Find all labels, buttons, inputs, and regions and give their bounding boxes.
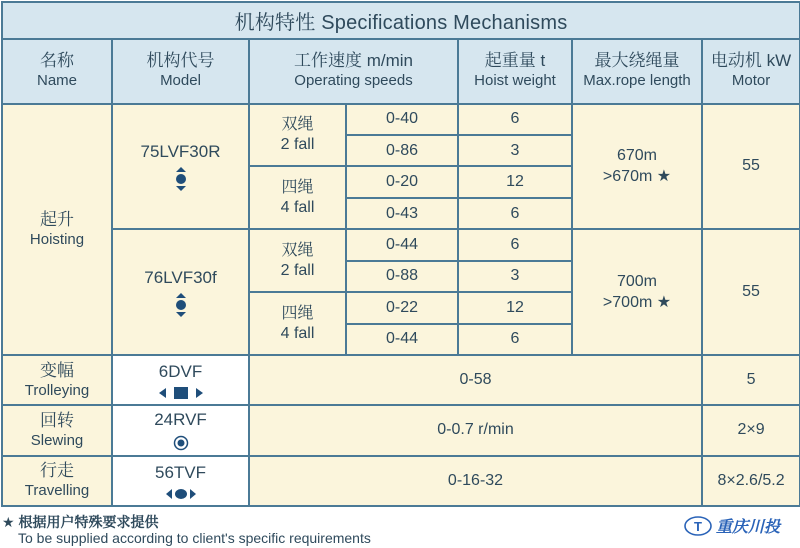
logo-mark-icon — [683, 515, 713, 537]
header-rope-en: Max.rope length — [583, 72, 691, 90]
header-model — [112, 39, 249, 104]
slewing-name-en: Slewing — [30, 431, 84, 449]
weight-value: 3 — [458, 261, 572, 292]
motor-value: 55 — [702, 104, 800, 230]
company-logo — [683, 514, 780, 537]
weight-value: 12 — [458, 166, 572, 197]
model-cell-24rvf — [112, 405, 249, 455]
header-speed-en: Operating speeds — [294, 72, 413, 90]
logo-text: 重庆川投 — [715, 519, 780, 536]
travelling-name-zh: 行走 — [40, 461, 74, 481]
header-name-en: Name — [36, 72, 77, 90]
logo-mark-letter: T — [694, 518, 702, 534]
header-name-zh: 名称 — [40, 51, 74, 71]
slewing-motor: 2×9 — [702, 405, 800, 455]
mechanism-hoisting — [2, 104, 112, 355]
motor-value: 55 — [702, 229, 800, 355]
hoist-up-down-icon — [173, 293, 189, 317]
trolley-left-right-icon — [159, 387, 203, 399]
rope-cell — [572, 229, 702, 355]
hoist-up-down-icon — [173, 167, 189, 191]
fall-zh: 四绳 — [281, 304, 314, 322]
weight-value: 6 — [458, 324, 572, 355]
trolleying-speed: 0-58 — [249, 355, 702, 405]
travelling-name-en: Travelling — [24, 482, 90, 500]
model-code: 24RVF — [154, 410, 207, 430]
speed-value: 0-44 — [346, 229, 458, 260]
mechanism-trolleying — [2, 355, 112, 405]
header-speed — [249, 39, 458, 104]
specifications-table — [1, 1, 800, 507]
model-code: 56TVF — [154, 462, 207, 482]
model-cell-6dvf — [112, 355, 249, 405]
travel-left-right-icon — [166, 488, 196, 500]
footnote-en: To be supplied according to client's specific requirements — [18, 530, 371, 546]
hoisting-name-en: Hoisting — [29, 230, 85, 248]
header-motor-en: Motor — [731, 72, 771, 90]
slewing-rotate-icon — [173, 435, 189, 451]
fall-en: 4 fall — [280, 198, 315, 216]
trolleying-motor: 5 — [702, 355, 800, 405]
mechanism-slewing — [2, 405, 112, 455]
footnote-zh: ★ 根据用户特殊要求提供 — [2, 514, 159, 530]
header-model-zh: 机构代号 — [146, 51, 215, 71]
speed-value: 0-88 — [346, 261, 458, 292]
header-weight-zh: 起重量 t — [484, 51, 546, 71]
mechanism-travelling — [2, 456, 112, 506]
travelling-motor: 8×2.6/5.2 — [702, 456, 800, 506]
header-model-en: Model — [160, 72, 201, 90]
speed-value: 0-20 — [346, 166, 458, 197]
table-title-text: 机构特性 Specifications Mechanisms — [234, 11, 568, 34]
weight-value: 12 — [458, 292, 572, 323]
header-motor — [702, 39, 800, 104]
speed-value: 0-43 — [346, 198, 458, 229]
speed-value: 0-44 — [346, 324, 458, 355]
weight-value: 6 — [458, 229, 572, 260]
fall-en: 4 fall — [280, 324, 315, 342]
header-motor-zh: 电动机 kW — [710, 51, 792, 71]
speed-value: 0-22 — [346, 292, 458, 323]
model-code: 76LVF30f — [144, 268, 217, 288]
rope-optional-value: >700m ★ — [602, 294, 672, 312]
header-weight-en: Hoist weight — [474, 72, 556, 90]
rope-cell — [572, 104, 702, 230]
fall-zh: 双绳 — [281, 116, 314, 134]
header-rope — [572, 39, 702, 104]
speed-value: 0-86 — [346, 135, 458, 166]
rope-value: 670m — [616, 147, 658, 165]
weight-value: 6 — [458, 104, 572, 135]
fall-en: 2 fall — [280, 261, 315, 279]
fall-zh: 双绳 — [281, 241, 314, 259]
fall-cell — [249, 166, 346, 229]
model-cell-75lvf30r — [112, 104, 249, 230]
header-speed-zh: 工作速度 m/min — [294, 51, 413, 71]
slewing-speed: 0-0.7 r/min — [249, 405, 702, 455]
rope-value: 700m — [616, 273, 658, 291]
weight-value: 6 — [458, 198, 572, 229]
model-code: 6DVF — [158, 362, 203, 382]
header-name — [2, 39, 112, 104]
slewing-name-zh: 回转 — [40, 410, 74, 430]
table-title — [2, 2, 800, 39]
fall-en: 2 fall — [280, 136, 315, 154]
fall-zh: 四绳 — [281, 178, 314, 196]
travelling-speed: 0-16-32 — [249, 456, 702, 506]
trolleying-name-zh: 变幅 — [40, 360, 74, 380]
weight-value: 3 — [458, 135, 572, 166]
model-cell-56tvf — [112, 456, 249, 506]
header-weight — [458, 39, 572, 104]
hoisting-name-zh: 起升 — [40, 209, 74, 229]
fall-cell — [249, 229, 346, 292]
speed-value: 0-40 — [346, 104, 458, 135]
model-cell-76lvf30f — [112, 229, 249, 355]
fall-cell — [249, 292, 346, 355]
fall-cell — [249, 104, 346, 167]
model-code: 75LVF30R — [140, 142, 221, 162]
header-rope-zh: 最大绕绳量 — [594, 51, 680, 71]
rope-optional-value: >670m ★ — [602, 168, 672, 186]
trolleying-name-en: Trolleying — [24, 381, 90, 399]
